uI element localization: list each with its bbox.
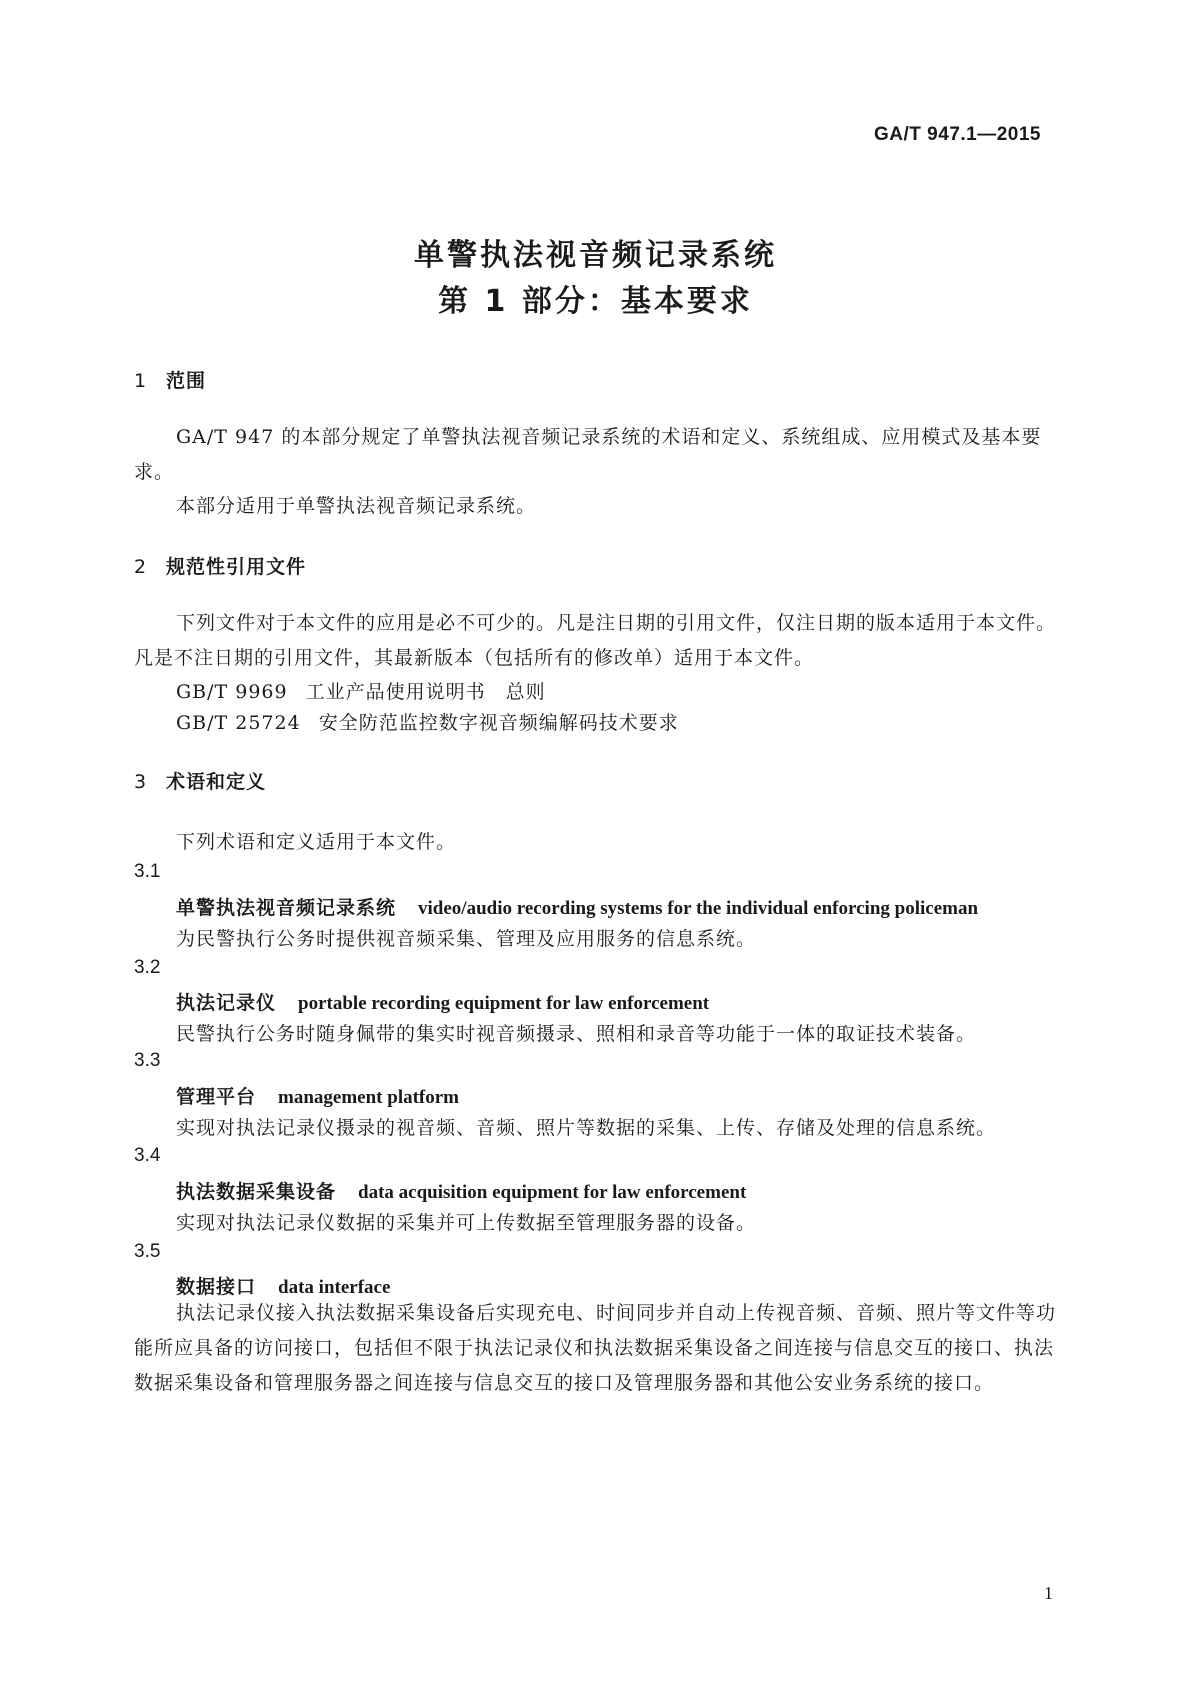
document-title: 单警执法视音频记录系统: [414, 238, 777, 273]
term-definition: 为民警执行公务时提供视音频采集、管理及应用服务的信息系统。: [176, 928, 757, 950]
document-subtitle: 第 1 部分：基本要求: [438, 284, 753, 319]
term-en: management platform: [278, 1087, 460, 1108]
section-number: 2: [134, 556, 148, 578]
term-definition: 民警执行公务时随身佩带的集实时视音频摄录、照相和录音等功能于一体的取证技术装备。: [176, 1023, 977, 1045]
section-heading-terms: [134, 767, 266, 794]
reference-title: 安全防范监控数字视音频编解码技术要求: [318, 712, 679, 734]
section-title: 范围: [166, 370, 207, 392]
page-number: 1: [1044, 1583, 1053, 1603]
term-definition: 实现对执法记录仪数据的采集并可上传数据至管理服务器的设备。: [176, 1212, 757, 1234]
clause-number: 3.3: [134, 1050, 161, 1071]
section-number: 3: [134, 771, 148, 793]
reference-item: [176, 708, 679, 735]
reference-title: 工业产品使用说明书 总则: [305, 681, 546, 703]
term-definition: 实现对执法记录仪摄录的视音频、音频、照片等数据的采集、上传、存储及处理的信息系统。: [176, 1117, 997, 1139]
term-heading: [176, 1082, 459, 1109]
standard-number: GA/T 947.1—2015: [874, 124, 1041, 145]
section-title: 术语和定义: [166, 771, 267, 793]
clause-number: 3.4: [134, 1145, 161, 1166]
scope-applicability: 本部分适用于单警执法视音频记录系统。: [176, 495, 537, 517]
term-definition: 执法记录仪接入执法数据采集设备后实现充电、时间同步并自动上传视音频、音频、照片等文件等功能所应具备的访问接口，包括但不限于执法记录仪和执法数据采集设备之间连接与信息交互的接口、执法数据采集设备和管理服务器之间连接与信息交互的接口及管理服务器和其他公安业务系统的接口。: [134, 1302, 1057, 1394]
references-paragraph: 下列文件对于本文件的应用是必不可少的。凡是注日期的引用文件，仅注日期的版本适用于本文件。凡是不注日期的引用文件，其最新版本（包括所有的修改单）适用于本文件。: [134, 612, 1057, 669]
term-zh: 管理平台: [176, 1086, 257, 1108]
term-zh: 执法数据采集设备: [176, 1181, 337, 1203]
reference-code: GB/T 25724: [176, 712, 301, 734]
term-en: data interface: [278, 1277, 391, 1298]
term-heading: [176, 1272, 390, 1299]
section-heading-scope: [134, 366, 206, 393]
reference-item: [176, 677, 546, 704]
reference-code: GB/T 9969: [176, 681, 288, 703]
term-en: data acquisition equipment for law enforcement: [358, 1182, 747, 1203]
clause-number: 3.5: [134, 1241, 161, 1262]
term-en: video/audio recording systems for the individual enforcing policeman: [418, 898, 979, 919]
section-number: 1: [134, 370, 148, 392]
term-en: portable recording equipment for law enforcement: [298, 993, 710, 1014]
term-heading: [176, 1177, 746, 1204]
term-zh: 执法记录仪: [176, 992, 277, 1014]
section-title: 规范性引用文件: [166, 556, 307, 578]
terms-intro: 下列术语和定义适用于本文件。: [176, 831, 457, 853]
clause-number: 3.1: [134, 861, 161, 882]
clause-number: 3.2: [134, 957, 161, 978]
term-heading: [176, 988, 709, 1015]
term-zh: 数据接口: [176, 1276, 257, 1298]
scope-paragraph: GA/T 947 的本部分规定了单警执法视音频记录系统的术语和定义、系统组成、应用模式及基本要求。: [134, 426, 1042, 483]
term-zh: 单警执法视音频记录系统: [176, 897, 397, 919]
section-heading-references: [134, 552, 306, 579]
term-heading: [176, 893, 978, 920]
